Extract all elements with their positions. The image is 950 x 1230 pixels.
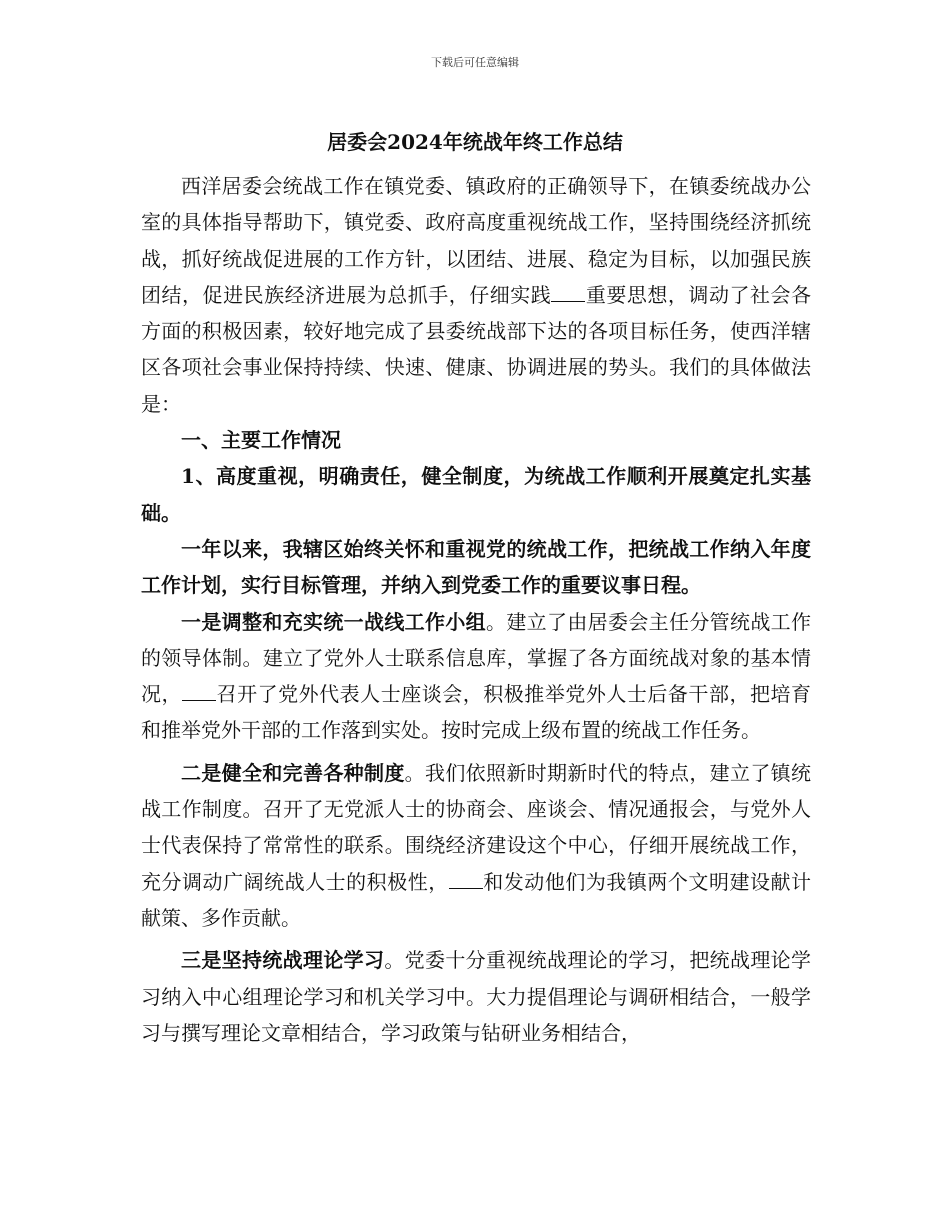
- section-heading: 一、主要工作情况: [181, 428, 341, 453]
- paragraph-point-one: 一是调整和充实统一战线工作小组。建立了由居委会主任分管统战工作的领导体制。建立了党外人士联系信息库，掌握了各方面统战对象的基本情况， 召开了党外代表人士座谈会，积极推举党外人士后备干部，把培育和推举党外干部的工作落到实处。按时完成上级布置的统战工作任务。: [141, 609, 812, 743]
- document-body: [141, 168, 811, 1051]
- paragraph-point-three: 三是坚持统战理论学习。党委十分重视统战理论的学习，把统战理论学习纳入中心组理论学习和机关学习中。大力提倡理论与调研相结合，一般学习与撰写理论文章相结合，学习政策与钻研业务相结合，: [141, 948, 812, 1045]
- subsection-heading: 1、高度重视，明确责任，健全制度，为统战工作顺利开展奠定扎实基础。: [141, 464, 811, 525]
- point-three-lead: 三是坚持统战理论学习: [181, 948, 385, 973]
- blank-line: [551, 283, 585, 302]
- document-title: 居委会2024年统战年终工作总结: [327, 130, 623, 154]
- blank-line: [182, 682, 216, 701]
- blank-line: [449, 870, 483, 889]
- page-header: 下载后可任意编辑: [431, 56, 519, 69]
- point-two-lead: 二是健全和完善各种制度: [181, 760, 405, 785]
- paragraph-intro: 西洋居委会统战工作在镇党委、镇政府的正确领导下，在镇委统战办公室的具体指导帮助下，镇党委、政府高度重视统战工作，坚持围绕经济抓统战，抓好统战促进展的工作方针，以团结、进展、稳定为目标，以加强民族团结，促进民族经济进展为总抓手，仔细实践 重要思想，调动了社会各方面的积极因素，较好地完成了县委统战部下达的各项目标任务，使西洋辖区各项社会事业保持持续、快速、健康、协调进展的势头。我们的具体做法是：: [141, 174, 812, 416]
- point-one-lead: 一是调整和充实统一战线工作小组: [181, 609, 486, 634]
- paragraph-summary: 一年以来，我辖区始终关怀和重视党的统战工作，把统战工作纳入年度工作计划，实行目标管理，并纳入到党委工作的重要议事日程。: [141, 536, 811, 598]
- paragraph-point-two: 二是健全和完善各种制度。我们依照新时期新时代的特点，建立了镇统战工作制度。召开了无党派人士的协商会、座谈会、情况通报会，与党外人士代表保持了常常性的联系。围绕经济建设这个中心，仔细开展统战工作，充分调动广阔统战人士的积极性， 和发动他们为我镇两个文明建设献计献策、多作贡献。: [141, 760, 812, 930]
